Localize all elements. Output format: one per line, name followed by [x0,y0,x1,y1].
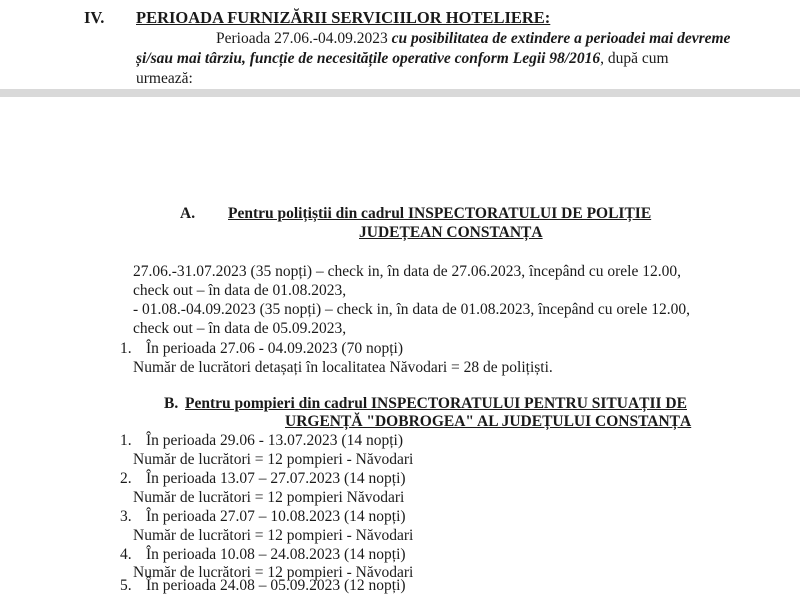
section-b-item-workers: Număr de lucrători = 12 pompieri - Năvodari [133,564,414,581]
section-iv-extension: cu posibilitatea de extindere a perioadei mai devreme [391,30,731,47]
section-iv-line1 [216,30,730,48]
section-b-item-number: 3. [120,508,132,525]
section-a-line-1: 27.06.-31.07.2023 (35 nopți) – check in, în data de 27.06.2023, începând cu orele 12.00, [133,263,681,280]
section-b-title-line2: URGENȚĂ "DOBROGEA" AL JUDEȚULUI CONSTANȚA [285,413,692,430]
section-iv-line3: urmează: [136,70,193,87]
section-b-item-workers: Număr de lucrători = 12 pompieri - Năvodari [133,527,414,544]
section-a-title-line2: JUDEȚEAN CONSTANȚA [359,224,543,241]
section-a-line-3: - 01.08.-04.09.2023 (35 nopți) – check in, în data de 01.08.2023, începând cu orele 12.00, [133,301,691,318]
section-b-letter: B. [164,395,179,412]
section-iv-tail: , după cum [600,50,669,67]
section-a-line-2: check out – în data de 01.08.2023, [133,282,347,299]
section-a-letter: A. [180,205,196,222]
section-b-item-number: 1. [120,432,132,449]
section-iv-number: IV. [84,8,105,27]
section-iv-legal-basis: și/sau mai târziu, funcție de necesitățile operative conform Legii 98/2016 [136,50,601,67]
section-iv-line2 [136,50,669,68]
section-b-item-workers: Număr de lucrători = 12 pompieri - Năvodari [133,451,414,468]
section-a-title-line1: Pentru polițiștii din cadrul INSPECTORATULUI DE POLIȚIE [228,205,652,222]
section-b-item-period: În perioada 24.08 – 05.09.2023 (12 nopți) [146,577,406,594]
section-b-item-period: În perioada 29.06 - 13.07.2023 (14 nopți) [146,432,403,449]
section-b-item-number: 2. [120,470,132,487]
section-b-item-number: 5. [120,577,132,594]
section-iv-period: Perioada 27.06.-04.09.2023 [216,30,392,47]
section-b-item-period: În perioada 27.07 – 10.08.2023 (14 nopți) [146,508,406,525]
section-b-item-period: În perioada 10.08 – 24.08.2023 (14 nopți) [146,546,406,563]
section-iv-title: PERIOADA FURNIZĂRII SERVICIILOR HOTELIERE: [136,8,551,27]
section-a-item-number: 1. [120,340,132,357]
section-b-item-workers: Număr de lucrători = 12 pompieri Năvodari [133,489,405,506]
section-a-item-period: În perioada 27.06 - 04.09.2023 (70 nopți) [146,340,403,357]
section-b-item-number: 4. [120,546,132,563]
section-a-line-4: check out – în data de 05.09.2023, [133,320,347,337]
section-a-item-workers: Număr de lucrători detașați în localitatea Năvodari = 28 de polițiști. [133,359,553,376]
section-b-title-line1: Pentru pompieri din cadrul INSPECTORATULUI PENTRU SITUAȚII DE [185,395,687,412]
section-b-item-period: În perioada 13.07 – 27.07.2023 (14 nopți) [146,470,406,487]
page-separator [0,89,800,97]
